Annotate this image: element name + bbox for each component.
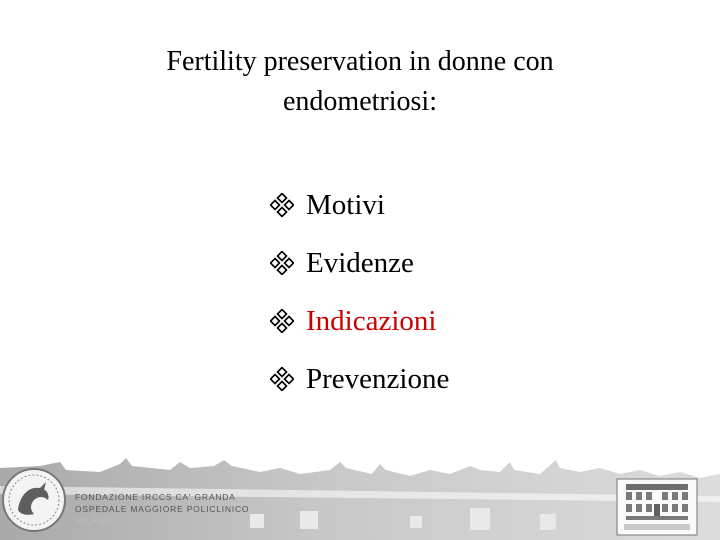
institution-line-3: MILANO xyxy=(75,516,113,526)
bullet-item-indicazioni xyxy=(270,292,449,350)
diamond-quad-icon xyxy=(270,309,294,333)
bullet-label: Indicazioni xyxy=(306,305,437,337)
diamond-quad-icon xyxy=(270,193,294,217)
institution-line-1: FONDAZIONE IRCCS CA' GRANDA xyxy=(75,492,236,502)
institution-line-2: OSPEDALE MAGGIORE POLICLINICO xyxy=(75,504,250,514)
bullet-label: Evidenze xyxy=(306,247,414,279)
bullet-label: Prevenzione xyxy=(306,363,450,395)
bullet-item-evidenze xyxy=(270,234,449,292)
bullet-item-prevenzione xyxy=(270,350,449,408)
slide-title-line-2: endometriosi: xyxy=(283,86,437,117)
institution-wordmark xyxy=(75,491,249,527)
slide-title xyxy=(0,42,720,122)
diamond-quad-icon xyxy=(270,367,294,391)
bullet-item-motivi xyxy=(270,176,449,234)
slide-title-line-1: Fertility preservation in donne con xyxy=(166,46,554,77)
building-logo-icon xyxy=(616,478,698,536)
bullet-label: Motivi xyxy=(306,189,385,221)
seal-emblem-icon xyxy=(0,464,68,536)
diamond-quad-icon xyxy=(270,251,294,275)
bullet-list xyxy=(270,176,449,408)
